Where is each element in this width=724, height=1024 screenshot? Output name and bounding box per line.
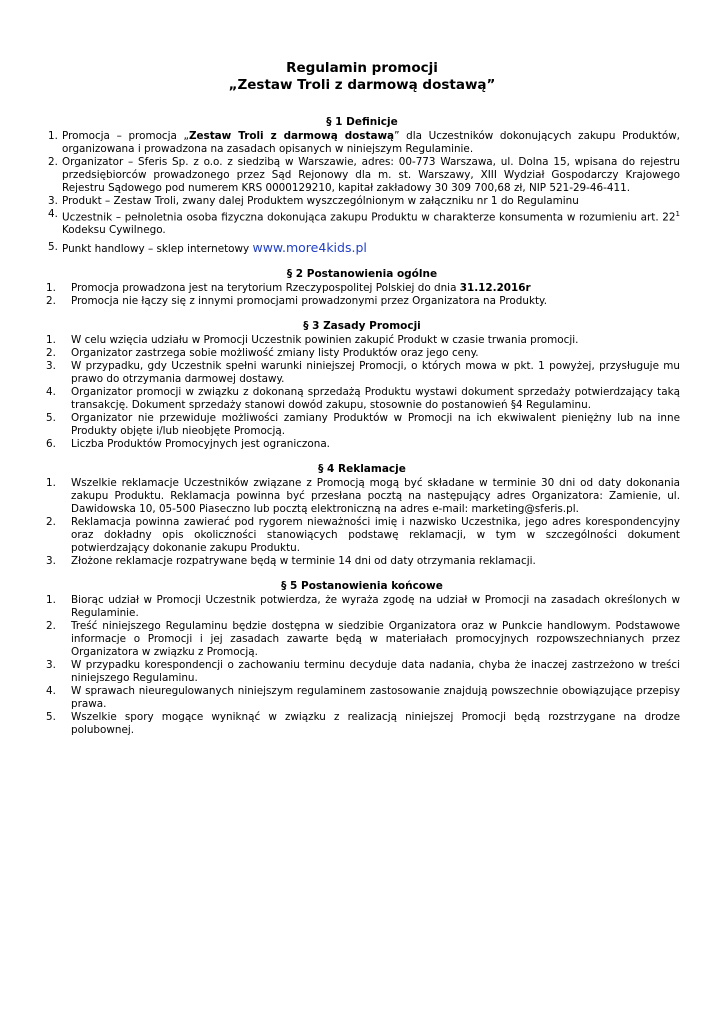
- list-item: 4. W sprawach nieuregulowanych niniejszym regulaminem zastosowanie znajdują powszechnie obowiązujące przepisy prawa.: [46, 685, 680, 711]
- list-item: 3. W przypadku korespondencji o zachowaniu terminu decyduje data nadania, chyba że inaczej zastrzeżono w treści niniejszego Regulaminu.: [46, 659, 680, 685]
- document-title: [44, 60, 680, 94]
- shop-link[interactable]: www.more4kids.pl: [252, 240, 367, 256]
- list-item: 5. Wszelkie spory mogące wyniknąć w związku z realizacją niniejszej Promocji będą rozstrzygane na drodze polubownej.: [46, 711, 680, 737]
- section-1-heading: § 1 Definicje: [326, 116, 398, 128]
- list-item: 2. Reklamacja powinna zawierać pod rygorem nieważności imię i nazwisko Uczestnika, jego adres korespondencyjny oraz dokładny opis okoliczności stanowiących podstawę reklamacji, w tym w szczególności dokument potwierdzający dokonanie zakupu Produktu.: [46, 516, 680, 555]
- section-1-list: [44, 130, 680, 256]
- section-3-heading: § 3 Zasady Promocji: [303, 320, 421, 333]
- list-item: 1. Promocja prowadzona jest na terytorium Rzeczypospolitej Polskiej do dnia 31.12.2016r: [46, 282, 531, 295]
- document-content: [44, 60, 680, 737]
- list-item: 1. Biorąc udział w Promocji Uczestnik potwierdza, że wyraża zgodę na udział w Promocji na zasadach określonych w Regulaminie.: [46, 594, 680, 620]
- section-4-list: [44, 477, 680, 568]
- list-item: 5. Punkt handlowy – sklep internetowy www.more4kids.pl: [48, 240, 367, 256]
- title-line-1: Regulamin promocji: [286, 60, 438, 76]
- list-item: 3. Złożone reklamacje rozpatrywane będą w terminie 14 dni od daty otrzymania reklamacji.: [46, 555, 536, 568]
- list-item: 1. Promocja – promocja „Zestaw Troli z darmową dostawą” dla Uczestników dokonujących zakupu Produktów, organizowana i prowadzona na zasadach opisanych w niniejszym Regulaminie.: [48, 130, 680, 155]
- list-item: 5. Organizator nie przewiduje możliwości zamiany Produktów w Promocji na ich ekwiwalent pieniężny lub na inne Produkty objęte i/lub nieobjęte Promocją.: [46, 412, 680, 438]
- list-item: 2. Organizator zastrzega sobie możliwość zmiany listy Produktów oraz jego ceny.: [46, 347, 479, 360]
- list-item: 1. Wszelkie reklamacje Uczestników związane z Promocją mogą być składane w terminie 30 dni od daty dokonania zakupu Produktu. Reklamacja powinna być przesłana pocztą na następujący adres Organizatora: Zamienie, ul. Dawidowska 10, 05-500 Piaseczno lub pocztą elektroniczną na adres e-mail: marketing@sferis.pl.: [46, 477, 680, 516]
- list-item: 2. Organizator – Sferis Sp. z o.o. z siedzibą w Warszawie, adres: 00-773 Warszawa, ul. Dolna 15, wpisana do rejestru przedsiębiorców prowadzonego przez Sąd Rejonowy dla m. st. Warszawy, XIII Wydział Gospodarczy Krajowego Rejestru Sądowego pod numerem KRS 0000129210, kapitał zakładowy 30 309 700,68 zł, NIP 521-29-46-411.: [48, 156, 680, 194]
- section-2-heading: § 2 Postanowienia ogólne: [286, 268, 438, 281]
- list-item: 2. Treść niniejszego Regulaminu będzie dostępna w siedzibie Organizatora oraz w Punkcie handlowym. Podstawowe informacje o Promocji i jej zasadach zawarte będą w materiałach promocyjnych rozpowszechnianych przez Organizatora w związku z Promocją.: [46, 620, 680, 659]
- list-item: 1. W celu wzięcia udziału w Promocji Uczestnik powinien zakupić Produkt w czasie trwania promocji.: [46, 334, 579, 347]
- section-4-heading: § 4 Reklamacje: [318, 463, 406, 476]
- list-item: 3. W przypadku, gdy Uczestnik spełni warunki niniejszej Promocji, o których mowa w pkt. 1 powyżej, przysługuje mu prawo do otrzymania darmowej dostawy.: [46, 360, 680, 386]
- list-item: 4. Organizator promocji w związku z dokonaną sprzedażą Produktu wystawi dokument sprzedaży potwierdzający taką transakcję. Dokument sprzedaży stanowi dowód zakupu, stosownie do postanowień §4 Regulaminu.: [46, 386, 680, 412]
- section-5-heading: § 5 Postanowienia końcowe: [281, 580, 443, 593]
- section-2-list: [44, 282, 680, 308]
- list-item: 4. Uczestnik – pełnoletnia osoba fizyczna dokonująca zakupu Produktu w charakterze konsumenta w rozumieniu art. $22^1$ Kodeksu Cywilnego.: [48, 208, 680, 237]
- section-3-list: [44, 334, 680, 451]
- list-item: 2. Promocja nie łączy się z innymi promocjami prowadzonymi przez Organizatora na Produkty.: [46, 295, 548, 308]
- list-item: 3. Produkt – Zestaw Troli, zwany dalej Produktem wyszczególnionym w załączniku nr 1 do Regulaminu: [48, 195, 579, 207]
- list-item: 6. Liczba Produktów Promocyjnych jest ograniczona.: [46, 438, 330, 451]
- title-line-2: „Zestaw Troli z darmową dostawą”: [228, 77, 496, 93]
- section-5-list: [44, 594, 680, 737]
